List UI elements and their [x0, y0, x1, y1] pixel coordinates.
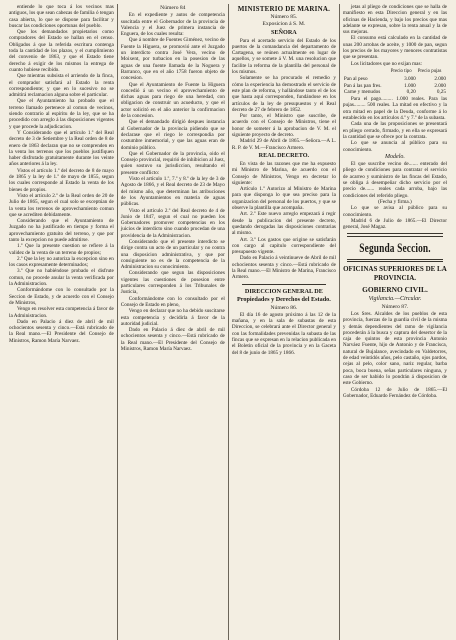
section-divider: [347, 233, 443, 237]
paragraph: El que suscribe vecino de....... enterado del pliego de condiciones para contratar el servicio de acarreo y suministro de las fincas del Estado, se obliga á desempeñar dicho servicio por el precio de....... reales cada arroba, bajo las condiciones del referido pliego.: [342, 161, 447, 199]
article-number: Número 84: [160, 5, 186, 11]
paragraph: Por tanto, el Ministro que suscribe, de acuerdo con el Consejo de Ministros, tiene el honor de someter á la aprobacion de V. M. el siguiente proyecto de decreto.: [231, 113, 336, 139]
paragraph: Considerando que el presente interdicto se dirige contra un acto de un particular y no contra una disposicion administrativa, y que por consiguiente no es de la competencia de la Administracion su conocimiento.: [120, 238, 225, 271]
table-row: [343, 89, 447, 95]
paragraph: Lo que se anuncia al público para su conocimiento.: [342, 140, 447, 153]
paragraph: 3.º Que no habiéndose probado el disfrute comun, no procede anular la venta verificada por la Administracion.: [9, 268, 114, 288]
exposition-title: Exposicion á S. M.: [262, 21, 306, 28]
table-cell: Pan al peso: [343, 76, 368, 83]
paragraph: Para el pago......... 1.000 reales. Para las pujas......... 500 reales. La mitad en efectivo y la otra mitad en papel de la Deuda, conforme á lo establecido en los artículos 4.º y 7.º de la subasta.: [342, 96, 447, 122]
paragraph: Que á nombre de Fuentes Giménez, vecino de Fuente la Higuera, se promovió ante el Juzgado un interdicto contra José Vera, vecino de Moixent, por turbacion en la posesion de las aguas de una fuente llamada de la Noguera y Barranco, que en el año 1758 fueron objeto de concesion.: [120, 37, 225, 82]
article-number: Número 86.: [270, 304, 298, 311]
paragraph: Considerando que el Ayuntamiento de Juzgado no ha justificado en tiempo y forma el aprovechamiento gratuito del terreno, y que por tanto la excepcion no puede admitirse.: [9, 218, 114, 243]
ministry-heading: MINISTERIO DE MARINA.: [237, 5, 331, 13]
paragraph: Cada una de las proposiciones se presentará en pliego cerrado, firmado, y en ella se expresará la cantidad que se ofrece por la contrata.: [342, 121, 447, 140]
paragraph: El día 16 de agosto próximo á las 12 de la mañana, y en la sala de subastas de esta Direccion, se celebrará ante el Director general y con las formalidades prevenidas la subasta de las fincas que se expresan en la relacion publicada en el Boletin oficial de la provincia y en la Gaceta del 8 de junio de 1865 y 1866.: [231, 311, 336, 356]
column-3: [228, 4, 339, 640]
paragraph: Dado en Palacio á veintinueve de Abril de mil ochocientos sesenta y cinco.—Está rubricado de la Real mano.—El Ministro de Marina, Francisco Armero.: [231, 255, 336, 281]
decree-title: REAL DECRETO.: [258, 151, 310, 159]
paragraph: Los Sres. Alcaldes de los pueblos de esta provincia, fuerzas de la guardia civil de la misma y demás dependientes del ramo de vigilancia procederán á la busca y captura del desertor de la caja de quintos de esta provincia Antonio Narváez Fuente, hijo de Antonio y de Francisca, natural de Bujalance, avecindado en Valdetorres, de edad veintidós años, pelo castaño, ojos pardos, cejas al pelo, color sano, nariz regular, barba poca, boca buena, señas particulares ninguna, y caso de ser habido lo pondrán á disposicion de este Gobierno.: [342, 310, 447, 387]
paragraph: Art. 3.º Los gastos que origine se satisfarán con cargo al capítulo correspondiente del presupuesto vigente.: [231, 236, 336, 256]
paragraph: Córdoba 12 de Julio de 1865.—El Gobernador, Eduardo Fernández de Córdoba.: [342, 386, 447, 399]
paragraph: El consumo está calculado en la cantidad de unas 200 arrobas de aceite, y 1000 de pan, segun los precios de los mayores y menores contratistas que se presentan.: [342, 35, 447, 61]
office-subtitle: Vigilancia.—Circular.: [368, 296, 422, 303]
table-cell: Pan á las pan fres.: [343, 82, 382, 89]
paragraph: Lo que se avisa al público para su conocimiento.: [342, 205, 447, 218]
price-table: [343, 68, 447, 95]
divider: [242, 284, 326, 285]
table-cell: 0,20: [406, 88, 416, 95]
paragraph: Los licitadores que no exijan mas:: [350, 60, 422, 67]
column-1: [6, 4, 117, 640]
table-header: [343, 68, 390, 76]
paragraph: 1.º Que la presente cuestion se refiere á la validez de la venta de un terreno de propios;: [9, 243, 114, 256]
paragraph: Vengo en declarar que no ha debido suscitarse esta competencia y decidirla á favor de la autoridad judicial.: [120, 308, 225, 327]
section-divider: [347, 259, 443, 263]
paragraph: Madrid 6 de Julio de 1865.—El Director general, José Magaz.: [342, 217, 447, 231]
paragraph: Dado en Palacio á diez de abril de mil ochocientos sesenta y cinco.—Está rubricado de la Real mano.—El Presidente del Consejo de Ministros, Ramon María Narvaez.: [9, 318, 114, 344]
paragraph: Artículo 1.º Autorizo al Ministro de Marina para que disponga lo que sea preciso para la organizacion del personal de los puertos, y que se observe la plantilla que acompaña.: [231, 186, 336, 212]
model-title: Modelo.: [385, 153, 405, 160]
paragraph: Que el Ayuntamiento ha probado que el terreno llamado pertenece al comun de vecinos, siendo contrario al espíritu de la ley, que se ha procedido con arreglo á las disposiciones vigentes y que procede la adjudicacion.: [9, 98, 114, 130]
table-cell: 2.000: [434, 76, 446, 83]
paragraph: Art. 2.º Este nuevo arreglo empezará á regir desde la publicacion del presente decreto, quedando derogadas las disposiciones contrarias al mismo.: [231, 211, 336, 237]
table-header: Precio pujas: [417, 68, 442, 74]
paragraph: Madrid 29 de Abril de 1865.—Señora.—A L. R. P. de V. M.—Francisco Armero.: [231, 138, 336, 151]
column-2: [117, 4, 228, 640]
paragraph: Que el demandado dirigió despues instancia al Gobernador de la provincia pidiendo que se declarase que el riego le correspondia por costumbre inmemorial, y que las aguas eran de dominio público.: [120, 119, 225, 151]
salutation: SEÑORA: [270, 28, 297, 36]
article-number: Número 87.: [381, 303, 409, 310]
paragraph: Considerando que segun las disposiciones vigentes las cuestiones de posesion entre particulares corresponden á los Tribunales de Justicia,: [120, 270, 225, 296]
paragraph: jetas al pliego de condiciones que se halla de manifiesto en esta Direccion general y en las oficinas de Hacienda, y bajo los precios que mas adelante se expresan, sobre la renta anual y la de sus mejoras.: [342, 4, 447, 36]
paragraph: Que el Ayuntamiento de Fuente la Higuera concedió á un vecino el aprovechamiento de dichas aguas para riego de una heredad, con obligacion de construir un acueducto, y que el actor solicitó en el año anterior la confirmacion de la concesion.: [120, 81, 225, 120]
table-cell: 1.000: [404, 82, 416, 89]
column-4: [339, 4, 450, 640]
paragraph: Visto el artículo 2.º de la Real orden de 20 de Julio de 1865, segun el cual solo se exceptúan de la venta los terrenos de aprovechamiento comun que se acrediten debidamente.: [9, 192, 114, 218]
paragraph: Visto el artículo 2.º del Real decreto de 4 de Junio de 1847, segun el cual no pueden los Gobernadores promover competencias en los juicios de interdicto sino cuando procedan de una providencia de la Administracion.: [120, 207, 225, 239]
office-heading: DIRECCION GENERAL DE Propiedades y Derechos del Estado.: [236, 287, 331, 303]
paragraph: Que mientras subsista el arriendo de la finca, el comprador satisfará al Estado la renta correspondiente; y que en lo sucesivo no se admitirá reclamacion alguna sobre el particular.: [9, 73, 114, 99]
paragraph: En vista de las razones que me ha expuesto mi Ministro de Marina, de acuerdo con el Consejo de Ministros, Vengo en decretar lo siguiente:: [231, 160, 336, 186]
table-cell: 0,25: [436, 88, 446, 95]
paragraph: Conformándome con lo consultado por el Consejo de Estado en pleno,: [120, 295, 225, 308]
paragraph: Vistos el artículo 1.º del decreto de 8 de mayo de 1865 y la ley de 1.º de mayo de 1855, segun los cuales corresponde al Estado la venta de los bienes de propios.: [9, 167, 114, 193]
table-header-row: [343, 68, 447, 76]
table-cell: 2.000: [434, 82, 446, 89]
office-heading: GOBIERNO CIVIL.: [362, 285, 428, 295]
paragraph: entiende lo que toca á los vecinos mas antiguos, los que sean cabezas de familia ó tengan casa abierta, lo que se dispone para facilitar y buscar las condiciones oportunas del pueblo.: [9, 4, 114, 29]
paragraph: Vengo en resolver esta competencia á favor de la Administracion.: [9, 306, 114, 319]
paragraph: 2.º Que la ley no autoriza la excepcion sino en los casos expresamente determinados;: [9, 255, 114, 269]
paragraph: Conformándome con lo consultado por la Seccion de Estado, y de acuerdo con el Consejo de Ministros,: [9, 287, 114, 306]
paragraph: Y Considerando que el artículo 1.º del Real decreto de 3 de Setiembre y la Real orden de 8 de enero de 1863 declaran que no se comprenden en la venta los terrenos que los pueblos justifiquen haber disfrutado gratuitamente durante los veinte años anteriores á la ley.: [9, 129, 114, 168]
table-cell: Carne y menudos: [343, 88, 381, 95]
paragraph: Dado en Palacio á diez de abril de mil ochocientos sesenta y cinco.—Está rubricado de la Real mano.—El Presidente del Consejo de Ministros, Ramon María Narvaez.: [120, 327, 225, 353]
paragraph: Visto el artículo 1.º, 7.º y 8.º de la ley de 3 de Agosto de 1866, y el Real decreto de 23 de Mayo del mismo año, que determinan las atribuciones de los Ayuntamientos en materia de aguas públicas.: [120, 176, 225, 208]
article-number: Número 85.: [270, 14, 298, 20]
paragraph: Para el acertado servicio del Estado de los puertos de la comandancia del departamento de Cartagena, se reúnen actualmente en lugar de aquellos, y se somete á V. M. una resolucion que facilite la reforma de la plantilla del personal de los mismos.: [231, 37, 336, 76]
office-heading: OFICINAS SUPERIORES DE LA PROVINCIA.: [343, 265, 447, 283]
paragraph: En el expediente y autos de competencia suscitada entre el Gobernador de la provincia de Valencia y el Juez de primera instancia de Enguera, de los cuales resulta:: [120, 12, 225, 38]
paragraph: Que los demandados propietarios como compradores del Estado se hallan en el censo. Obligados á que la referida escritura contenga toda la cantidad de los plazos, y el cumplimiento del convenio de 1863, y que el Estado tiene derecho á exigir de los mismos la entrega de cuanto hubiese recibido.: [9, 29, 114, 73]
table-header: Precio tipo: [390, 68, 412, 74]
paragraph: (Fecha y firma.): [378, 198, 412, 205]
table-cell: 3.000: [404, 76, 416, 83]
section-title: Segunda Seccion.: [359, 239, 431, 255]
paragraph: Que el Gobernador de la provincia, oido el Consejo provincial, requirió de inhibicion al Juez, quien sostuvo su jurisdiccion, resultando el presente conflicto:: [120, 150, 225, 176]
paragraph: Solamente se ha procurado el remedio y cómo la experiencia ha demostrado el servicio de este plan de reforma, y hallándose tanto el de los que hasta aquí corresponden, fundándose en los artículos de la ley de presupuestos y el Real decreto de 27 de febrero de 1852.: [231, 75, 336, 113]
